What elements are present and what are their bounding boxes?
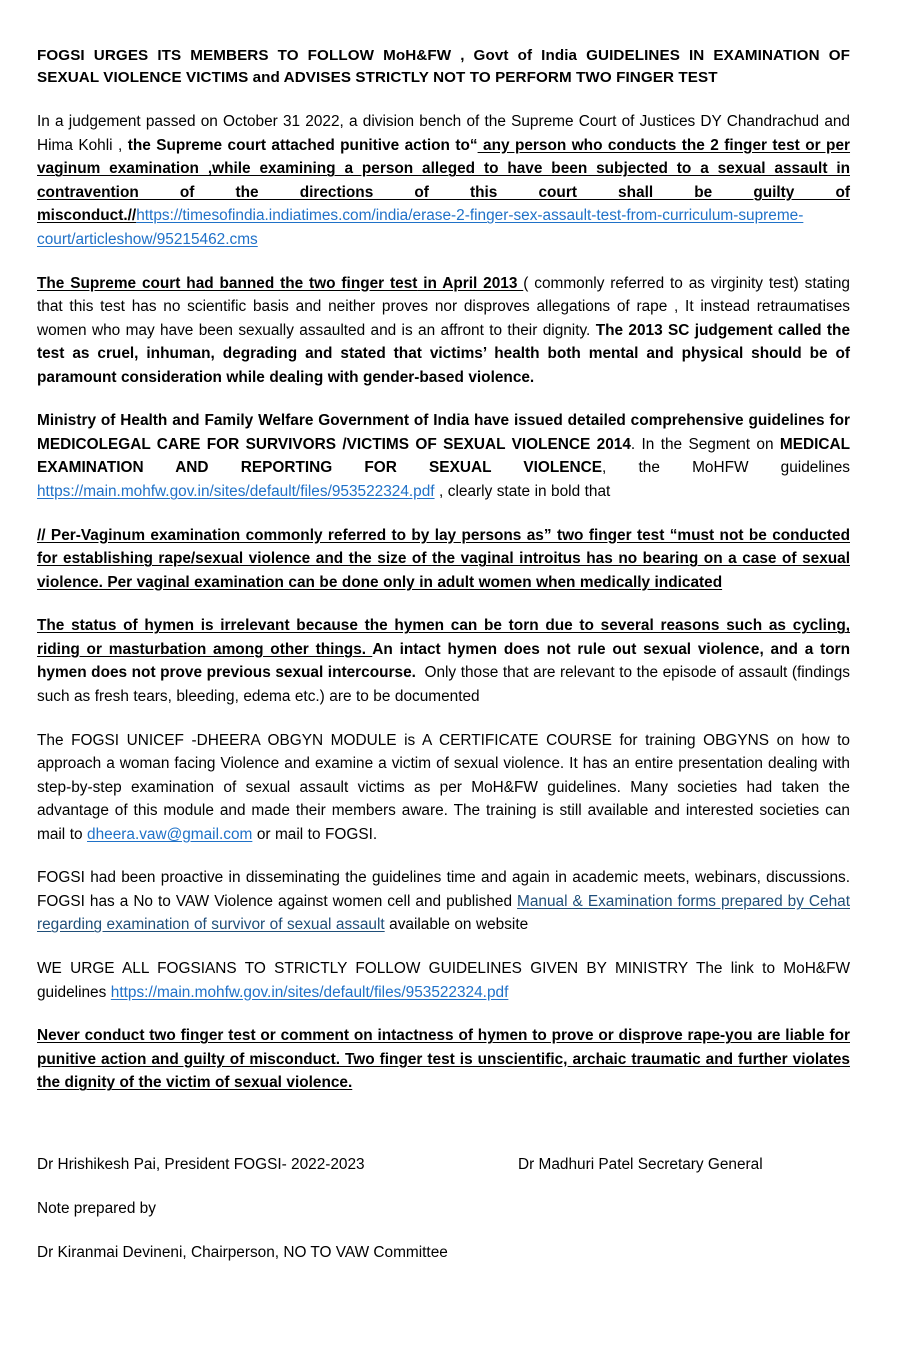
hymen-normal-tail: Only those that are relevant to the episode of assault (findings such as fresh tears, bleeding, edema etc.) are to be documented	[37, 664, 850, 705]
dheera-text-after-email: or mail to FOGSI.	[252, 825, 378, 843]
mohfw-normal-tail: , clearly state in bold that	[434, 483, 611, 501]
mohfw-normal-mid2: , the MoHFW guidelines	[602, 459, 850, 477]
hymen-bold-underlined: The status of hymen is irrelevant because the hymen can be torn due to several reasons such as cycling, riding or masturbation among other things.	[37, 617, 850, 658]
cehat-manual-link[interactable]: Manual & Examination forms prepared by Cehat regarding examination of survivor of sexual assault	[37, 892, 850, 934]
proactive-text-before-link: FOGSI had been proactive in disseminating the guidelines time and again in academic meets, webinars, discussions. FOGSI has a No to VAW Violence against women cell and published	[37, 869, 850, 910]
ban2013-lead-underlined: The Supreme court had banned the two finger test	[37, 274, 418, 292]
hymen-bold-only: An intact hymen does not rule out sexual violence, and a torn hymen does not prove previous sexual intercourse.	[37, 640, 850, 682]
paragraph-hymen	[37, 614, 850, 708]
mohfw-bold-mid: MEDICAL EXAMINATION AND REPORTING FOR SEXUAL VIOLENCE	[37, 435, 850, 477]
paragraph-dheera-module	[37, 729, 850, 847]
paragraph-judgement	[37, 110, 850, 251]
ban2013-date-underlined: in April 2013	[417, 274, 524, 292]
ban2013-normal-text: ( commonly referred to as virginity test) stating that this test has no scientific basis and neither proves nor disproves allegations of rape , It instead retraumatises women who may have been sexually assaulted and is an affront to their dignity.	[37, 274, 850, 339]
proactive-text-after-link: available on website	[384, 916, 529, 934]
dheera-email-link[interactable]: dheera.vaw@gmail.com	[87, 825, 253, 843]
paragraph-proactive	[37, 866, 850, 937]
paragraph-urge	[37, 957, 850, 1004]
dheera-text-before-email: The FOGSI UNICEF -DHEERA OBGYN MODULE is A CERTIFICATE COURSE for training OBGYNS on how to approach a woman facing Violence and examine a victim of sexual violence. It has an entire presentation dealing with step-by-step examination of sexual assault victims as per MoH&FW guidelines. Many societies had taken the advantage of this module and made their members aware. The training is still available and interested societies can mail to	[37, 731, 850, 843]
signature-row-officers	[37, 1153, 850, 1176]
mohfw-normal-mid1: . In the Segment on	[630, 435, 780, 453]
paragraph-mohfw	[37, 409, 850, 503]
signature-secretary-general: Dr Madhuri Patel Secretary General	[518, 1155, 763, 1173]
note-author: Dr Kiranmai Devineni, Chairperson, NO TO VAW Committee	[37, 1244, 448, 1262]
paragraph-ban-2013	[37, 272, 850, 390]
signature-president: Dr Hrishikesh Pai, President FOGSI- 2022-2023	[37, 1155, 365, 1173]
judgement-lead-text: In a judgement passed on October 31 2022, a division bench of the Supreme Court of Justices DY Chandrachud and Hima Kohli ,	[37, 113, 850, 154]
signature-block	[37, 1153, 850, 1264]
ban2013-bold-tail: The 2013 SC judgement called the test as cruel, inhuman, degrading and stated that victims’ health both mental and physical should be of paramount consideration while dealing with gender-based violence.	[37, 321, 850, 386]
timesofindia-link[interactable]: https://timesofindia.indiatimes.com/india/erase-2-finger-sex-assault-test-from-curriculum-supreme-court/articleshow/95215462.cms	[37, 207, 804, 248]
paragraph-never-conduct	[37, 1024, 850, 1095]
note-prepared-by-label: Note prepared by	[37, 1199, 156, 1217]
paragraph-per-vaginum	[37, 524, 850, 595]
judgement-bold-underlined-text: any person who conducts the 2 finger test or per vaginum examination ,while examining a person alleged to have been subjected to a sexual assault in contravention of the directions of this court shall be guilty of misconduct.//	[37, 136, 851, 225]
judgement-quote-open: “	[469, 136, 478, 154]
mohfw-guidelines-link-footer[interactable]: https://main.mohfw.gov.in/sites/default/files/953522324.pdf	[110, 983, 509, 1001]
mohfw-bold-lead: Ministry of Health and Family Welfare Government of India have issued detailed comprehensive guidelines for MEDICOLEGAL CARE FOR SURVIVORS /VICTIMS OF SEXUAL VIOLENCE 2014	[37, 412, 850, 453]
urge-text-before-link: WE URGE ALL FOGSIANS TO STRICTLY FOLLOW GUIDELINES GIVEN BY MINISTRY The link to MoH&FW guidelines	[37, 960, 850, 1001]
never-conduct-bold-underlined: Never conduct two finger test or comment on intactness of hymen to prove or disprove rape-you are liable for punitive action and guilty of misconduct. Two finger test is unscientific, archaic traumatic and further violates the dignity of the victim of sexual violence.	[37, 1027, 850, 1092]
mohfw-guidelines-link[interactable]: https://main.mohfw.gov.in/sites/default/files/953522324.pdf	[37, 483, 435, 501]
page-title: FOGSI URGES ITS MEMBERS TO FOLLOW MoH&FW , Govt of India GUIDELINES IN EXAMINATION OF SEXUAL VIOLENCE VICTIMS and ADVISES STRICTLY NOT TO PERFORM TWO FINGER TEST	[37, 47, 850, 86]
judgement-bold-text: the Supreme court attached punitive action to	[127, 136, 470, 154]
per-vaginum-bold-underlined: // Per-Vaginum examination commonly referred to by lay persons as” two finger test “must not be conducted for establishing rape/sexual violence and the size of the vaginal introitus has no bearing on a case of sexual violence. Per vaginal examination can be done only in adult women when medically indicated	[37, 526, 850, 591]
